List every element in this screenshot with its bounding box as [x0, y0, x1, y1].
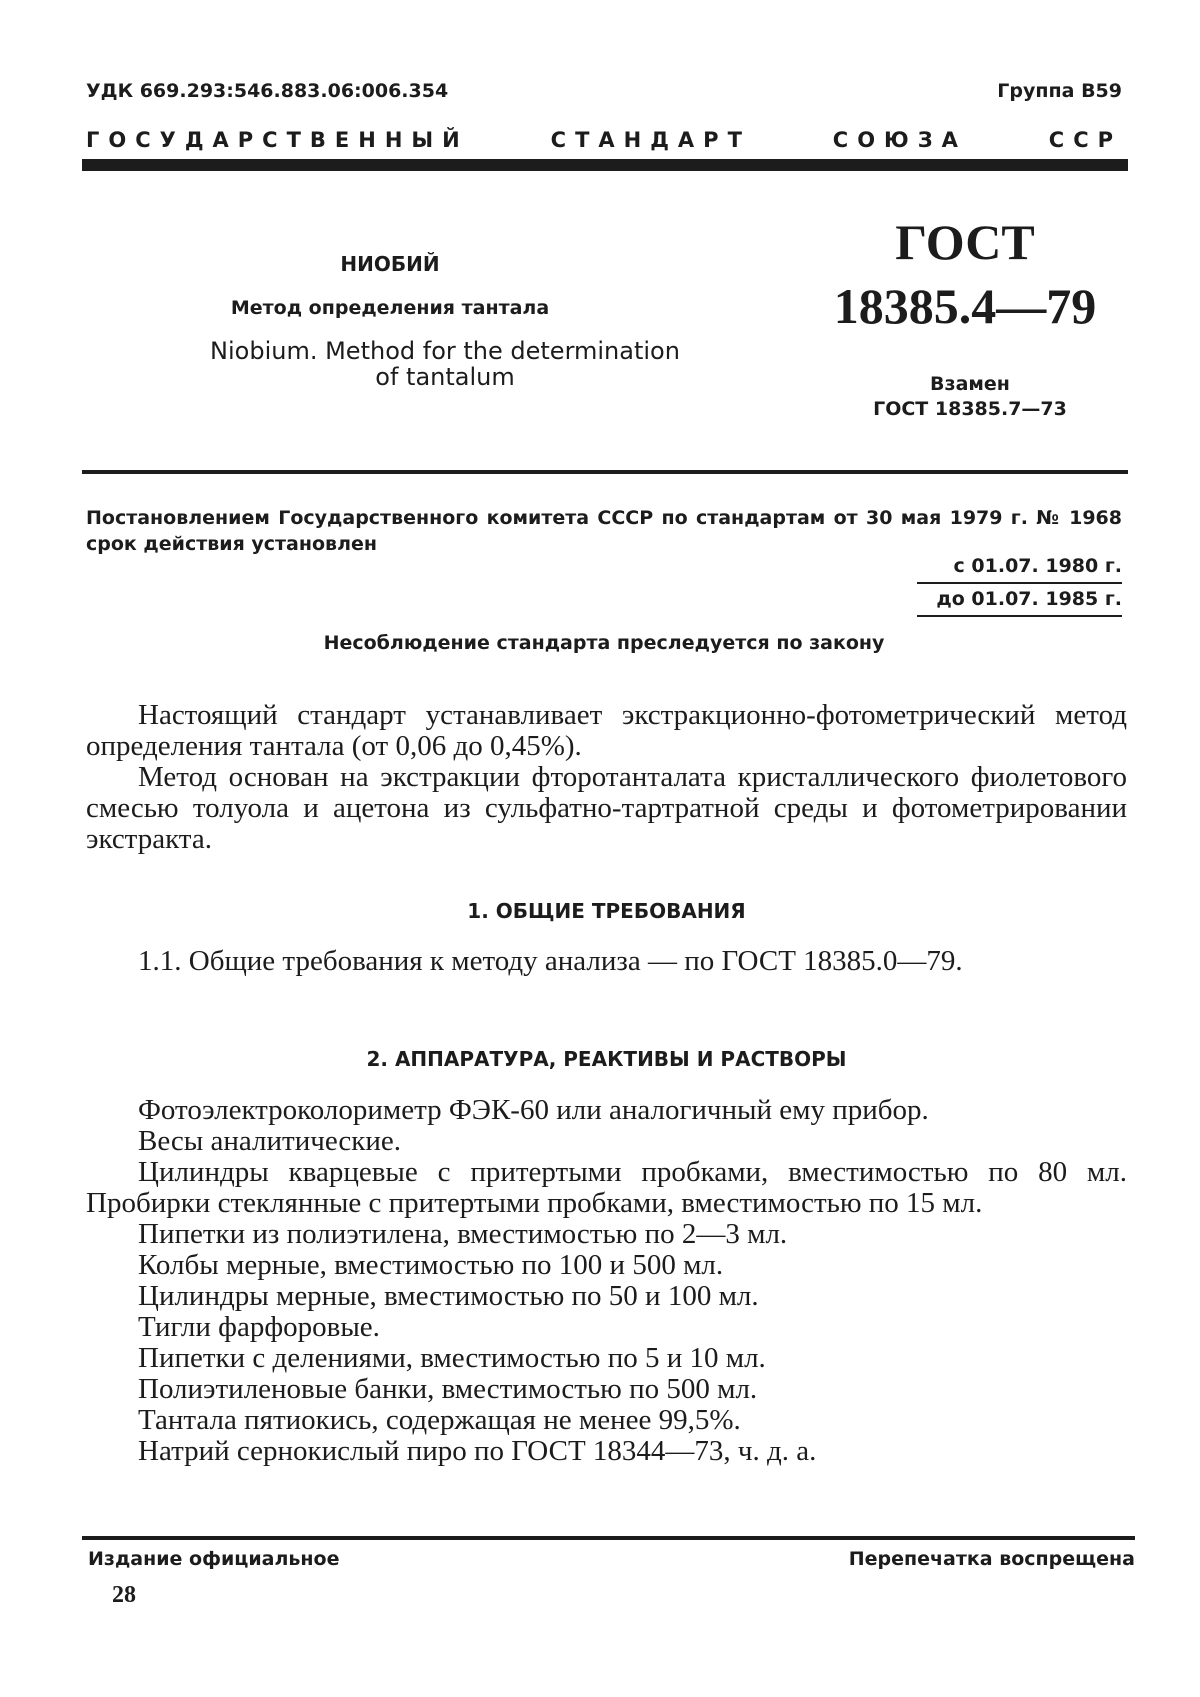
- replaces-label: Взамен: [930, 373, 1010, 395]
- document-title: НИОБИЙ: [340, 252, 440, 276]
- banner-word: СТАНДАРТ: [550, 128, 751, 152]
- banner-word: ГОСУДАРСТВЕННЫЙ: [86, 128, 469, 152]
- list-item: Цилиндры мерные, вместимостью по 50 и 100 мл.: [138, 1280, 759, 1312]
- classification-group: Группа В59: [997, 80, 1122, 102]
- footer-rule: [82, 1536, 1135, 1540]
- english-title-line: of tantalum: [375, 363, 515, 391]
- section-1-body: [86, 946, 1127, 977]
- paragraph: Метод основан на экстракции фторотанталата кристаллического фиолетового смесью толуола и ацетона из сульфатно-тартратной среды и фотометрировании экстракта.: [86, 761, 1127, 855]
- official-edition-note: Издание официальное: [88, 1548, 340, 1570]
- banner-word: СОЮЗА: [832, 128, 967, 152]
- divider: [82, 470, 1128, 474]
- legal-notice: Несоблюдение стандарта преследуется по закону: [323, 632, 885, 654]
- paragraph: 1.1. Общие требования к методу анализа — по ГОСТ 18385.0—79.: [138, 945, 963, 977]
- english-title-line: Niobium. Method for the determination: [210, 337, 680, 365]
- list-item: Цилиндры кварцевые с притертыми пробками, вместимостью по 80 мл. Пробирки стеклянные с притертыми пробками, вместимостью по 15 мл.: [86, 1156, 1127, 1219]
- replaced-standard: ГОСТ 18385.7—73: [873, 398, 1067, 420]
- list-item: Колбы мерные, вместимостью по 100 и 500 мл.: [138, 1249, 724, 1281]
- list-item: Полиэтиленовые банки, вместимостью по 500 мл.: [138, 1373, 758, 1405]
- validity-dates: [917, 554, 1122, 617]
- gost-number: 18385.4—79: [833, 278, 1097, 334]
- reprint-prohibited-note: Перепечатка воспрещена: [848, 1548, 1135, 1570]
- banner-word: ССР: [1048, 128, 1122, 152]
- intro-section: [86, 700, 1127, 855]
- list-item: Тигли фарфоровые.: [138, 1311, 380, 1343]
- english-title: [180, 338, 710, 390]
- gost-label: ГОСТ: [895, 214, 1035, 270]
- list-item: Пипетки с делениями, вместимостью по 5 и 10 мл.: [138, 1342, 766, 1374]
- state-standard-banner: [86, 128, 1122, 152]
- list-item: Натрий сернокислый пиро по ГОСТ 18344—73, ч. д. а.: [138, 1435, 817, 1467]
- replaces-block: [840, 372, 1100, 422]
- valid-to: до 01.07. 1985 г.: [917, 587, 1122, 617]
- valid-from: с 01.07. 1980 г.: [917, 554, 1122, 584]
- decree-text: Постановлением Государственного комитета СССР по стандартам от 30 мая 1979 г. № 1968 срок действия установлен: [86, 507, 1122, 555]
- page-number: 28: [112, 1582, 136, 1608]
- list-item: Фотоэлектроколориметр ФЭК-60 или аналогичный ему прибор.: [138, 1094, 929, 1126]
- list-item: Пипетки из полиэтилена, вместимостью по 2—3 мл.: [138, 1218, 788, 1250]
- apparatus-list: [86, 1095, 1127, 1467]
- paragraph: Настоящий стандарт устанавливает экстракционно-фотометрический метод определения тантала (от 0,06 до 0,45%).: [86, 699, 1127, 762]
- list-item: Тантала пятиокись, содержащая не менее 99,5%.: [138, 1404, 741, 1436]
- section-heading: 1. ОБЩИЕ ТРЕБОВАНИЯ: [467, 899, 746, 923]
- list-item: Весы аналитические.: [138, 1125, 402, 1157]
- header-rule: [82, 159, 1128, 171]
- document-subtitle: Метод определения тантала: [230, 297, 550, 319]
- section-heading: 2. АППАРАТУРА, РЕАКТИВЫ И РАСТВОРЫ: [366, 1047, 847, 1071]
- udk-code: УДК 669.293:546.883.06:006.354: [86, 80, 449, 102]
